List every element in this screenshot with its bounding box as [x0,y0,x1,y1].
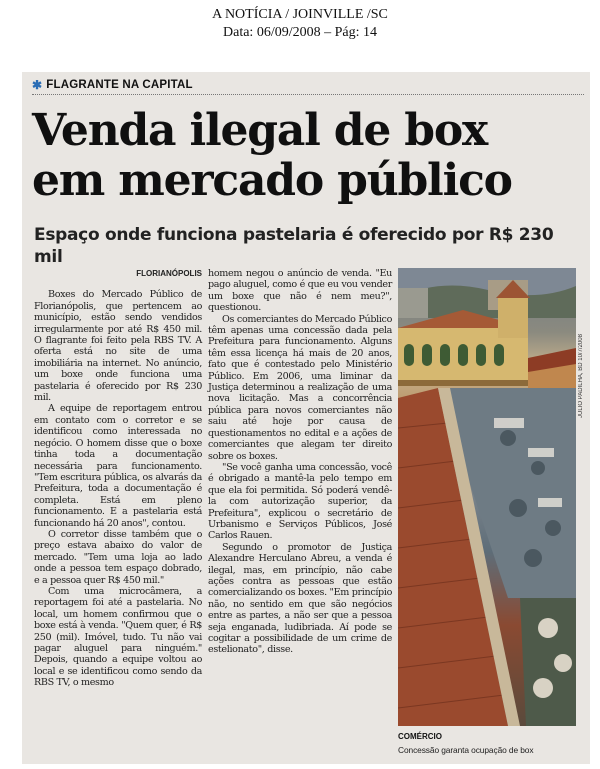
subheadline: Espaço onde funciona pastelaria é oferecido por R$ 230 mil [34,225,554,267]
paragraph: homem negou o anúncio de venda. "Eu pago aluguel, como é que eu vou vender um boxe que não é nem meu?", questionou. [208,268,392,314]
paragraph: Com uma microcâmera, a reportagem foi até a pastelaria. No local, um homem confirmou que o boxe está à venda. "Quem quer, é R$ 250 (mil). Imóvel, tudo. Tu não vai pagar aluguel para ninguém." Depois, quando a equipe voltou ao local e se identificou como sendo da RBS TV, o mesmo [34,585,202,689]
photo-caption: Concessão garanta ocupação de box [398,745,534,755]
article-column-2 [208,268,392,656]
paragraph: A equipe de reportagem entrou em contato com o corretor e se identificou como interessada no negócio. O homem disse que o boxe tinha toda a documentação necessária para funcionamento. "Tem escritura pública, os alvarás da Prefeitura, toda a documentação é completa. Está em pleno funcionamento. E a pastelaria está funcionando há 20 anos", contou. [34,403,202,529]
newspaper-clipping [22,72,590,764]
section-divider [32,94,584,95]
masthead-date: Data: 06/09/2008 – Pág: 14 [223,25,377,40]
section-tag [32,78,193,92]
market-photo-illustration [398,268,576,726]
article-column-1 [34,268,202,689]
market-photo [398,268,576,726]
paragraph: Os comerciantes do Mercado Público têm apenas uma concessão dada pela Prefeitura para funcionamento. Alguns têm essa licença há mais de 20 anos, fato que é contestado pelo Ministério Público. Em 2006, uma liminar da Justiça determinou a realização de uma nova licitação. Mas a concorrência pública para novos comerciantes não saiu até hoje por causa de questionamentos no edital e a ações de comerciantes que alegam ter direito sobre os boxes. [208,313,392,462]
asterisk-icon: ✱ [32,78,43,92]
clipping-masthead [0,6,600,42]
headline-line-2: em mercado público [32,155,512,206]
paragraph: Segundo o promotor de Justiça Alexandre Herculano Abreu, a venda é ilegal, mas, em princípio, não cabe ações contra as pessoas que estão comercializando os boxes. "Em princípio não, no sentido em que são negócios entre as partes, a não ser que a pessoa seja enganada, ludibriada. Aí pode se cogitar a possibilidade de um crime de estelionato", disse. [208,541,392,656]
photo-credit: JULIO PADILHA, BD 10/7/2008 [578,334,584,418]
photo-caption-title: COMÉRCIO [398,732,442,741]
dateline: FLORIANÓPOLIS [136,269,202,278]
headline [32,106,582,206]
headline-line-1: Venda ilegal de box [32,105,488,156]
section-tag-label: FLAGRANTE NA CAPITAL [46,79,193,91]
paragraph: "Se você ganha uma concessão, você é obrigado a mantê-la pelo tempo em que ela foi permitida. Só poderá vendê-la com autorização superior, da Prefeitura", explicou o secretário de Urbanismo e Serviços Públicos, José Carlos Rauen. [208,461,392,542]
masthead-source: A NOTÍCIA / JOINVILLE /SC [212,7,388,22]
paragraph: O corretor disse também que o preço estava abaixo do valor de mercado. "Tem uma loja ao lado onde a pessoa tem espaço dobrado, e a pessoa quer R$ 450 mil." [34,528,202,586]
paragraph: Boxes do Mercado Público de Florianópolis, que pertencem ao município, estão sendo vendidos irregularmente por até R$ 450 mil. O flagrante foi feito pela RBS TV. A oferta está no site de uma imobiliária na internet. No anúncio, um boxe onde funciona uma pastelaria é oferecido por R$ 230 mil. [34,289,202,404]
